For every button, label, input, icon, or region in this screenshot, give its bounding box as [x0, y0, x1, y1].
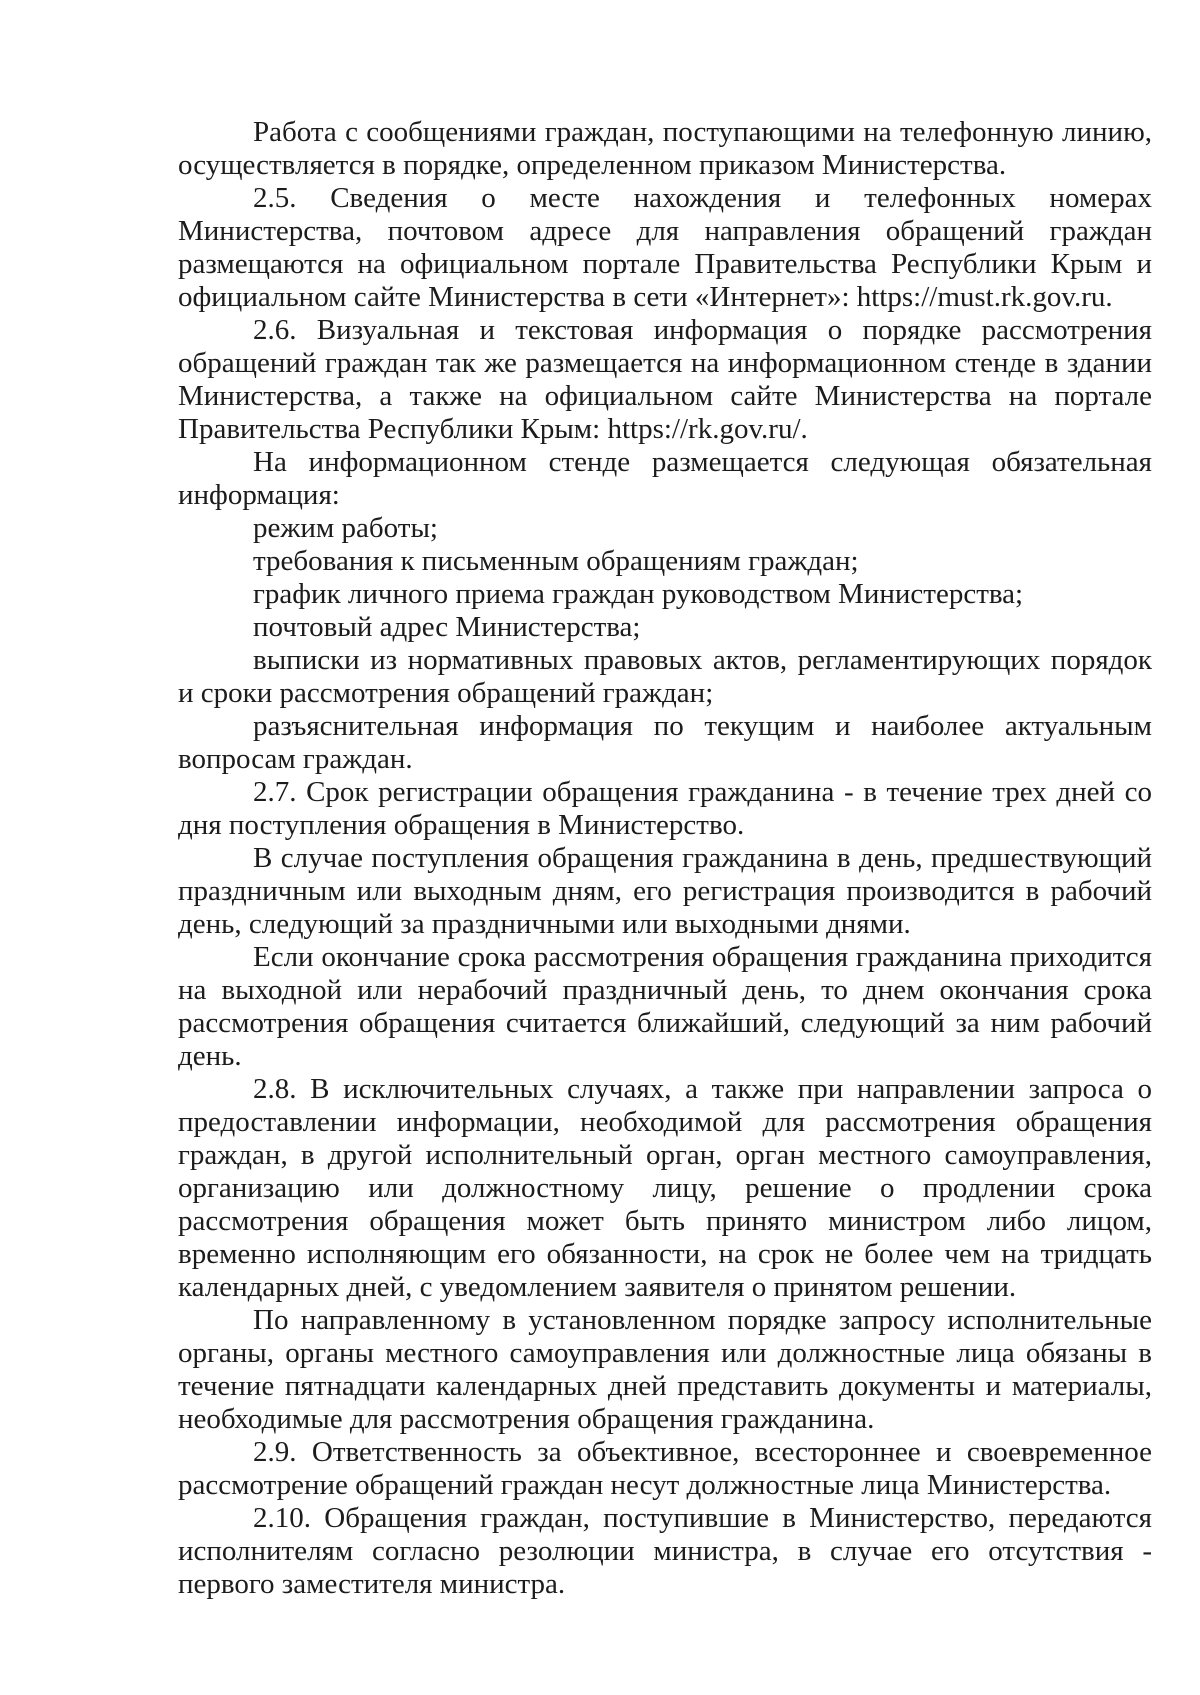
document-body [178, 116, 1152, 1601]
list-item-requirements: требования к письменным обращениям граждан; [253, 545, 859, 577]
paragraph-phone-line: Работа с сообщениями граждан, поступающими на телефонную линию, осуществляется в порядке, определенном приказом Министерства. [178, 116, 1152, 181]
paragraph-request-response: По направленному в установленном порядке запросу исполнительные органы, органы местного самоуправления или должностные лица обязаны в течение пятнадцати календарных дней представить документы и материалы, необходимые для рассмотрения обращения гражданина. [178, 1304, 1152, 1435]
list-item-reception-schedule: график личного приема граждан руководством Министерства; [253, 578, 1024, 610]
paragraph-deadline-end: Если окончание срока рассмотрения обращения гражданина приходится на выходной или нерабочий праздничный день, то днем окончания срока рассмотрения обращения считается ближайший, следующий за ним рабочий день. [178, 941, 1152, 1072]
list-item-legal-extracts: выписки из нормативных правовых актов, регламентирующих порядок и сроки рассмотрения обращений граждан; [178, 644, 1152, 709]
paragraph-info-stand: На информационном стенде размещается следующая обязательная информация: [178, 446, 1152, 511]
list-item-work-hours: режим работы; [253, 512, 438, 544]
paragraph-2-8: 2.8. В исключительных случаях, а также при направлении запроса о предоставлении информации, необходимой для рассмотрения обращения граждан, в другой исполнительный орган, орган местного самоуправления, организацию или должностному лицу, решение о продлении срока рассмотрения обращения может быть принято министром либо лицом, временно исполняющим его обязанности, на срок не более чем на тридцать календарных дней, с уведомлением заявителя о принятом решении. [178, 1073, 1152, 1303]
paragraph-2-6: 2.6. Визуальная и текстовая информация о порядке рассмотрения обращений граждан так же размещается на информационном стенде в здании Министерства, а также на официальном сайте Министерства на портале Правительства Республики Крым: https://rk.gov.ru/. [178, 314, 1152, 445]
paragraph-2-5: 2.5. Сведения о месте нахождения и телефонных номерах Министерства, почтовом адресе для направления обращений граждан размещаются на официальном портале Правительства Республики Крым и официальном сайте Министерства в сети «Интернет»: https://must.rk.gov.ru. [178, 182, 1152, 313]
paragraph-2-10: 2.10. Обращения граждан, поступившие в Министерство, передаются исполнителям согласно резолюции министра, в случае его отсутствия - первого заместителя министра. [178, 1502, 1152, 1600]
paragraph-holiday-registration: В случае поступления обращения гражданина в день, предшествующий праздничным или выходным дням, его регистрация производится в рабочий день, следующий за праздничными или выходными днями. [178, 842, 1152, 940]
paragraph-2-7: 2.7. Срок регистрации обращения гражданина - в течение трех дней со дня поступления обращения в Министерство. [178, 776, 1152, 841]
list-item-explanatory-info: разъяснительная информация по текущим и наиболее актуальным вопросам граждан. [178, 710, 1152, 775]
paragraph-2-9: 2.9. Ответственность за объективное, всестороннее и своевременное рассмотрение обращений граждан несут должностные лица Министерства. [178, 1436, 1152, 1501]
list-item-postal-address: почтовый адрес Министерства; [253, 611, 641, 643]
